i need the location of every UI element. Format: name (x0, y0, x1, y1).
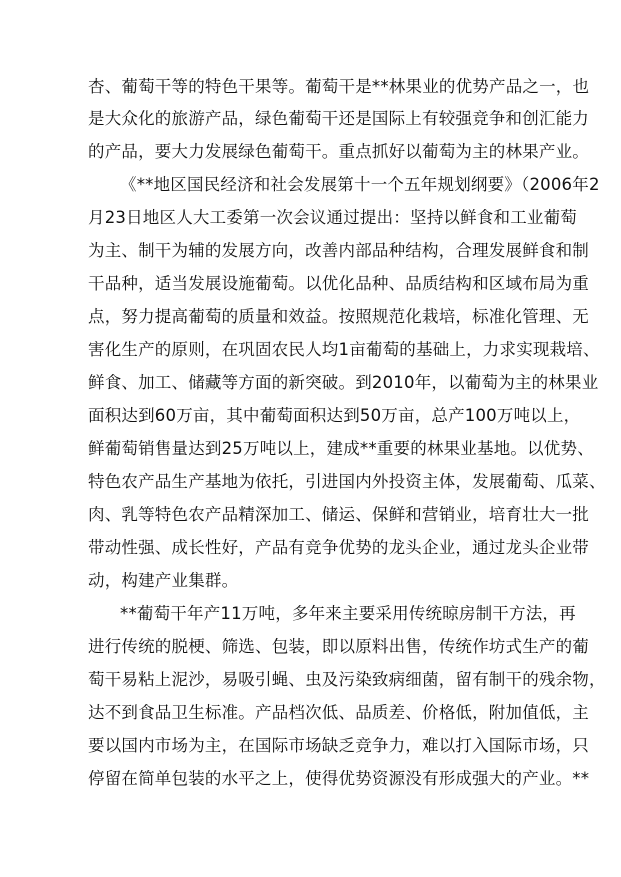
text-line-1: 杏、葡萄干等的特色干果等。葡萄干是**林果业的优势产品之一，也 (88, 77, 590, 96)
text-line-20: 达不到食品卫生标准。产品档次低、品质差、价格低，附加值低，主 (88, 703, 589, 722)
text-line-8: 点，努力提高葡萄的质量和效益。按照规范化栽培，标准化管理、无 (88, 307, 589, 326)
text-line-11: 面积达到60万亩，其中葡萄面积达到50万亩，总产100万吨以上， (88, 406, 581, 425)
text-line-21: 要以国内市场为主，在国际市场缺乏竞争力，难以打入国际市场，只 (88, 736, 589, 755)
text-line-19: 萄干易粘上泥沙，易吸引蝇、虫及污染致病细菌，留有制干的残余物， (88, 670, 606, 689)
text-line-22: 停留在简单包装的水平之上，使得优势资源没有形成强大的产业。** (88, 769, 590, 788)
text-line-15: 带动性强、成长性好，产品有竞争优势的龙头企业，通过龙头企业带 (88, 538, 589, 557)
text-line-12: 鲜葡萄销售量达到25万吨以上，建成**重要的林果业基地。以优势、 (88, 439, 594, 458)
text-line-18: 进行传统的脱梗、筛选、包装，即以原料出售，传统作坊式生产的葡 (88, 637, 589, 656)
text-line-9: 害化生产的原则，在巩固农民人均1亩葡萄的基础上，力求实现栽培、 (88, 340, 600, 359)
text-line-5: 月23日地区人大工委第一次会议通过提出：坚持以鲜食和工业葡萄 (88, 208, 577, 227)
text-line-6: 为主、制干为辅的发展方向，改善内部品种结构，合理发展鲜食和制 (88, 241, 589, 260)
text-line-3: 的产品，要大力发展绿色葡萄干。重点抓好以葡萄为主的林果产业。 (88, 142, 589, 161)
text-line-16: 动，构建产业集群。 (88, 571, 239, 590)
text-line-7: 干品种，适当发展设施葡萄。以优化品种、品质结构和区域布局为重 (88, 274, 589, 293)
text-line-4: 《**地区国民经济和社会发展第十一个五年规划纲要》（2006年2 (120, 175, 600, 194)
text-line-13: 特色农产品生产基地为依托，引进国内外投资主体，发展葡萄、瓜菜、 (88, 472, 606, 491)
text-line-17: **葡萄干年产11万吨，多年来主要采用传统晾房制干方法，再 (120, 604, 576, 623)
text-line-14: 肉、乳等特色农产品精深加工、储运、保鲜和营销业，培育壮大一批 (88, 505, 589, 524)
text-line-2: 是大众化的旅游产品，绿色葡萄干还是国际上有较强竞争和创汇能力 (88, 109, 589, 128)
text-line-10: 鲜食、加工、储藏等方面的新突破。到2010年，以葡萄为主的林果业 (88, 373, 599, 392)
